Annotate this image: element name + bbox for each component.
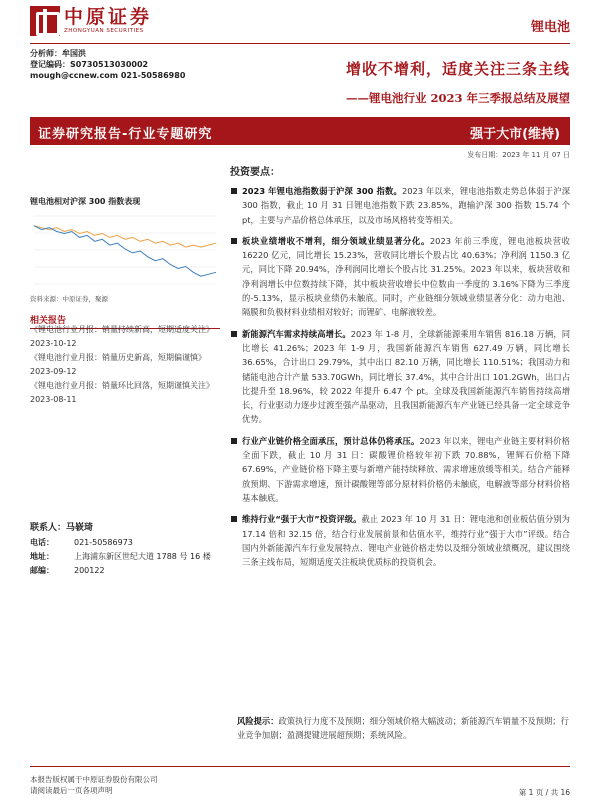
related-report-item[interactable]: 《锂电池行业月报：销量环比回落，短期谨慎关注》 2023-08-11 [30,381,214,404]
related-report-item[interactable]: 《锂电池行业月报：销量历史新高，短期偏谨慎》 2023-09-12 [30,353,206,376]
point-item: 2023 年锂电池指数弱于沪深 300 指数。2023 年以来，锂电池指数走势总体弱于沪深 300 指数，截止 10 月 31 日锂电池指数下跌 23.85%，跑输沪深 300 指数 15.74 个 pt，主要与产品价格总体承压，以及市场风格转变等相关。 [230,184,570,227]
analyst-info [30,48,185,81]
point-item: 维持行业“强于大市”投资评级。截止 2023 年 10 月 31 日：锂电池和创业板估值分别为 17.14 倍和 32.15 倍，结合行业发展前景和估值水平，维持行业“强于大市”评级。结合国内外新能源汽车行业发展特点、锂电产业链价格走势以及细分领域业绩概况，建议围绕三条主线布局，短期适度关注板块优质标的投资机会。 [230,512,570,569]
page-number: 第 1 页 / 共 16 [518,788,570,797]
top-divider [30,43,570,44]
logo-chinese-name: 中原证券 [64,6,153,28]
risk-text: 政策执行力度不及预期；细分领域价格大幅波动；新能源汽车销量不及预期；行业竞争加剧；盈测提键进展超预期；系统风险。 [237,716,569,740]
logo-english-name: ZHONGYUAN SECURITIES [64,28,144,34]
related-report-item[interactable]: 《锂电池行业月报：销量持续新高，短期适度关注》 2023-10-12 [30,325,214,348]
publish-date: 发布日期：2023 年 11 月 07 日 [467,151,570,159]
report-title: 增收不增利，适度关注三条主线 [345,60,570,78]
chart-title: 锂电池相对沪深 300 指数表现 [30,197,141,206]
investment-points [230,163,570,576]
relative-performance-chart [30,210,220,290]
chart-series-line [34,226,216,247]
disclaimer-notice: 请阅读最后一页各项声明 [30,786,113,795]
related-reports-list [30,323,220,407]
copyright-notice: 本报告版权属于中原证券股份有限公司 [30,775,158,784]
report-type-banner [30,117,570,145]
contact-phone: 电话： 021-50586973 [30,538,133,547]
analyst-name: 分析师：牟国洪 [30,49,86,58]
report-subtitle: ——锂电池行业 2023 年三季报总结及展望 [345,91,570,105]
chart-source: 资料来源：中原证券，聚源 [30,295,108,303]
industry-rating: 强于大市(维持) [470,127,560,142]
related-reports-header: 相关报告 [30,308,220,329]
analyst-registration: 登记编码：S0730513030002 [30,60,149,69]
point-item: 新能源汽车需求持续高增长。2023 年 1-8 月，全球新能源乘用车销售 816.18 万辆，同比增长 41.26%；2023 年 1-9 月，我国新能源汽车销售 627.49 万辆，同比增长 36.65%，合计出口 29.79%，其中出口 82.10 万辆，同比增长 110.51%；我国动力和储能电池合计产量 533.70GWh，同比增长 37.4%，其中合计出口 101.2GWh，出口占比提升至 18.96%，较 2022 年提升 6.47 个 pt。全球及我国新能源汽车销售持续高增长，行业驱动力逐步过渡至强产品驱动，且我国新能源汽车产业链已经具备一定全球竞争优势。 [230,327,570,427]
report-header [0,0,600,44]
investment-points-header: 投资要点： [230,167,280,178]
point-item: 板块业绩增收不增利，细分领域业绩显著分化。2023 年前三季度，锂电池板块营收 16220 亿元，同比增长 15.23%，营收同比增长个股占比 40.63%；净利润 1150.3 亿元，同比下降 20.94%，净利润同比增长个股占比 31.25%。2023 年以来，板块营收和净利润增长中位数持续下降，其中板块营收增长中位数由一季度的 3.16%下降为三季度的-5.13%，显示板块业绩仍未触底。同时，产业链细分领域业绩显著分化：动力电池、隔膜和负极材料业绩相对较好；而锂矿、电解液较差。 [230,234,570,320]
contact-info [30,520,220,578]
point-item: 行业产业链价格全面承压，预计总体仍将承压。2023 年以来，锂电产业链主要材料价格全面下跌，截止 10 月 31 日：碳酸锂价格较年初下跌 70.88%，锂辉石价格下降 67.69%，产业链价格下降主要与新增产能持续释放、需求增速放缓等相关。结合产能释放预期、下游需求增速，预计碳酸锂等部分原材料价格仍未触底，电解液等部分材料价格基本触底。 [230,434,570,505]
risk-warning [237,714,570,742]
company-logo [30,6,152,36]
risk-label: 风险提示： [237,716,279,726]
contact-person: 联系人：马嵚琦 [30,523,94,533]
report-type: 证券研究报告-行业专题研究 [38,127,213,142]
analyst-contact: mough@ccnew.com 021-50586980 [30,71,186,80]
chart-series-line [34,226,216,277]
logo-mark-icon [30,6,60,36]
contact-postcode: 邮编： 200122 [30,566,105,575]
contact-address: 地址： 上海浦东新区世纪大道 1788 号 16 楼 [30,552,211,561]
sector-tag: 锂电池 [530,20,570,35]
footer-divider [30,766,570,767]
